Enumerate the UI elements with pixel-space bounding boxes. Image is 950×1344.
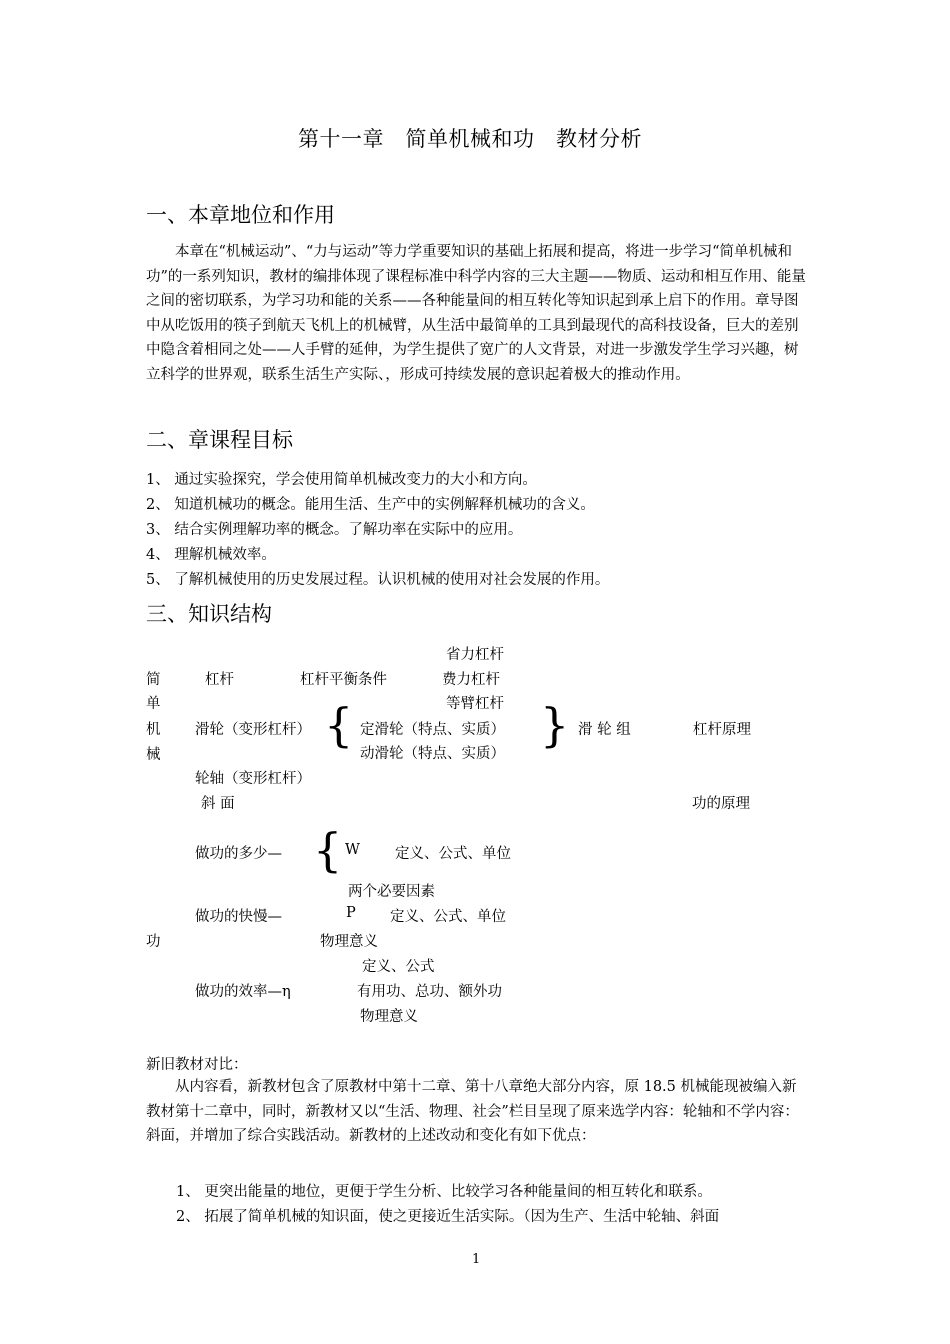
- p-symbol: P: [346, 905, 356, 921]
- incline-label: 斜 面: [201, 796, 235, 812]
- left-brace-icon: {: [313, 823, 343, 877]
- goal-item: 2、 知道机械功的概念。能用生活、生产中的实例解释机械功的含义。: [146, 497, 595, 513]
- w-definition: 定义、公式、单位: [395, 846, 511, 862]
- goal-item: 3、 结合实例理解功率的概念。了解功率在实际中的应用。: [146, 522, 523, 538]
- left-brace-icon: {: [324, 698, 354, 752]
- comparison-point: 2、 拓展了简单机械的知识面，使之更接近生活实际。（因为生产、生活中轮轴、斜面: [176, 1209, 720, 1225]
- section-1-paragraph: 本章在“机械运动”、“力与运动”等力学重要知识的基础上拓展和提高，将进一步学习“简单机械和功”的一系列知识，教材的编排体现了课程标准中科学内容的三大主题——物质、运动和相互作用、能量之间的密切联系，为学习功和能的关系——各种能量间的相互转化等知识起到承上启下的作用。章导图中从吃饭用的筷子到航天飞机上的机械臂，从生活中最简单的工具到最现代的高科技设备，巨大的差别中隐含着相同之处——人手臂的延伸，为学生提供了宽广的人文背景，对进一步激发学生学习兴趣，树立科学的世界观，联系生活生产实际、，形成可持续发展的意识起着极大的推动作用。: [146, 244, 806, 383]
- comparison-point: 1、 更突出能量的地位，更便于学生分析、比较学习各种能量间的相互转化和联系。: [176, 1184, 712, 1200]
- efficiency-meaning: 物理意义: [360, 1009, 418, 1025]
- pulley-block-label: 滑 轮 组: [578, 722, 631, 738]
- page-number: 1: [472, 1252, 481, 1267]
- efficiency-definition: 定义、公式: [362, 959, 435, 975]
- wheel-axle-label: 轮轴（变形杠杆）: [195, 771, 311, 787]
- vertical-label-char: 机: [146, 722, 161, 738]
- comparison-heading: 新旧教材对比：: [146, 1057, 248, 1073]
- vertical-label-char: 简: [146, 672, 161, 688]
- lever-balance-label: 杠杆平衡条件: [300, 672, 387, 688]
- vertical-label-char: 械: [146, 747, 161, 763]
- pulley-type: 动滑轮（特点、实质）: [360, 746, 505, 762]
- lever-type: 等臂杠杆: [446, 696, 504, 712]
- work-vertical-label: 功: [146, 934, 161, 950]
- lever-principle-label: 杠杆原理: [693, 722, 751, 738]
- work-principle-label: 功的原理: [692, 796, 750, 812]
- goal-item: 5、 了解机械使用的历史发展过程。认识机械的使用对社会发展的作用。: [146, 572, 610, 588]
- section-1-heading: 一、本章地位和作用: [146, 203, 335, 227]
- w-symbol: W: [345, 842, 360, 858]
- p-meaning: 物理意义: [320, 934, 378, 950]
- section-3-heading: 三、知识结构: [146, 602, 272, 626]
- goal-item: 4、 理解机械效率。: [146, 547, 276, 563]
- section-2-heading: 二、章课程目标: [146, 428, 293, 452]
- efficiency-work-types: 有用功、总功、额外功: [357, 984, 502, 1000]
- lever-label: 杠杆: [205, 672, 234, 688]
- p-definition: 定义、公式、单位: [390, 909, 506, 925]
- work-amount-label: 做功的多少—: [195, 846, 282, 862]
- lever-type: 省力杠杆: [446, 647, 504, 663]
- two-factors-label: 两个必要因素: [348, 884, 435, 900]
- vertical-label-char: 单: [146, 696, 161, 712]
- comparison-paragraph: 从内容看，新教材包含了原教材中第十二章、第十八章绝大部分内容，原 18.5 机械能现被编入新教材第十二章中，同时，新教材又以“生活、物理、社会”栏目呈现了原来选学内容：轮轴和不学内容：斜面，并增加了综合实践活动。新教材的上述改动和变化有如下优点：: [146, 1079, 799, 1144]
- right-brace-icon: }: [540, 698, 570, 752]
- goal-item: 1、 通过实验探究，学会使用简单机械改变力的大小和方向。: [146, 472, 537, 488]
- efficiency-label: 做功的效率—η: [195, 984, 291, 1000]
- lever-type: 费力杠杆: [442, 672, 500, 688]
- pulley-label: 滑轮（变形杠杆）: [195, 722, 311, 738]
- document-title: 第十一章 简单机械和功 教材分析: [298, 127, 642, 151]
- work-speed-label: 做功的快慢—: [195, 909, 282, 925]
- pulley-type: 定滑轮（特点、实质）: [360, 722, 505, 738]
